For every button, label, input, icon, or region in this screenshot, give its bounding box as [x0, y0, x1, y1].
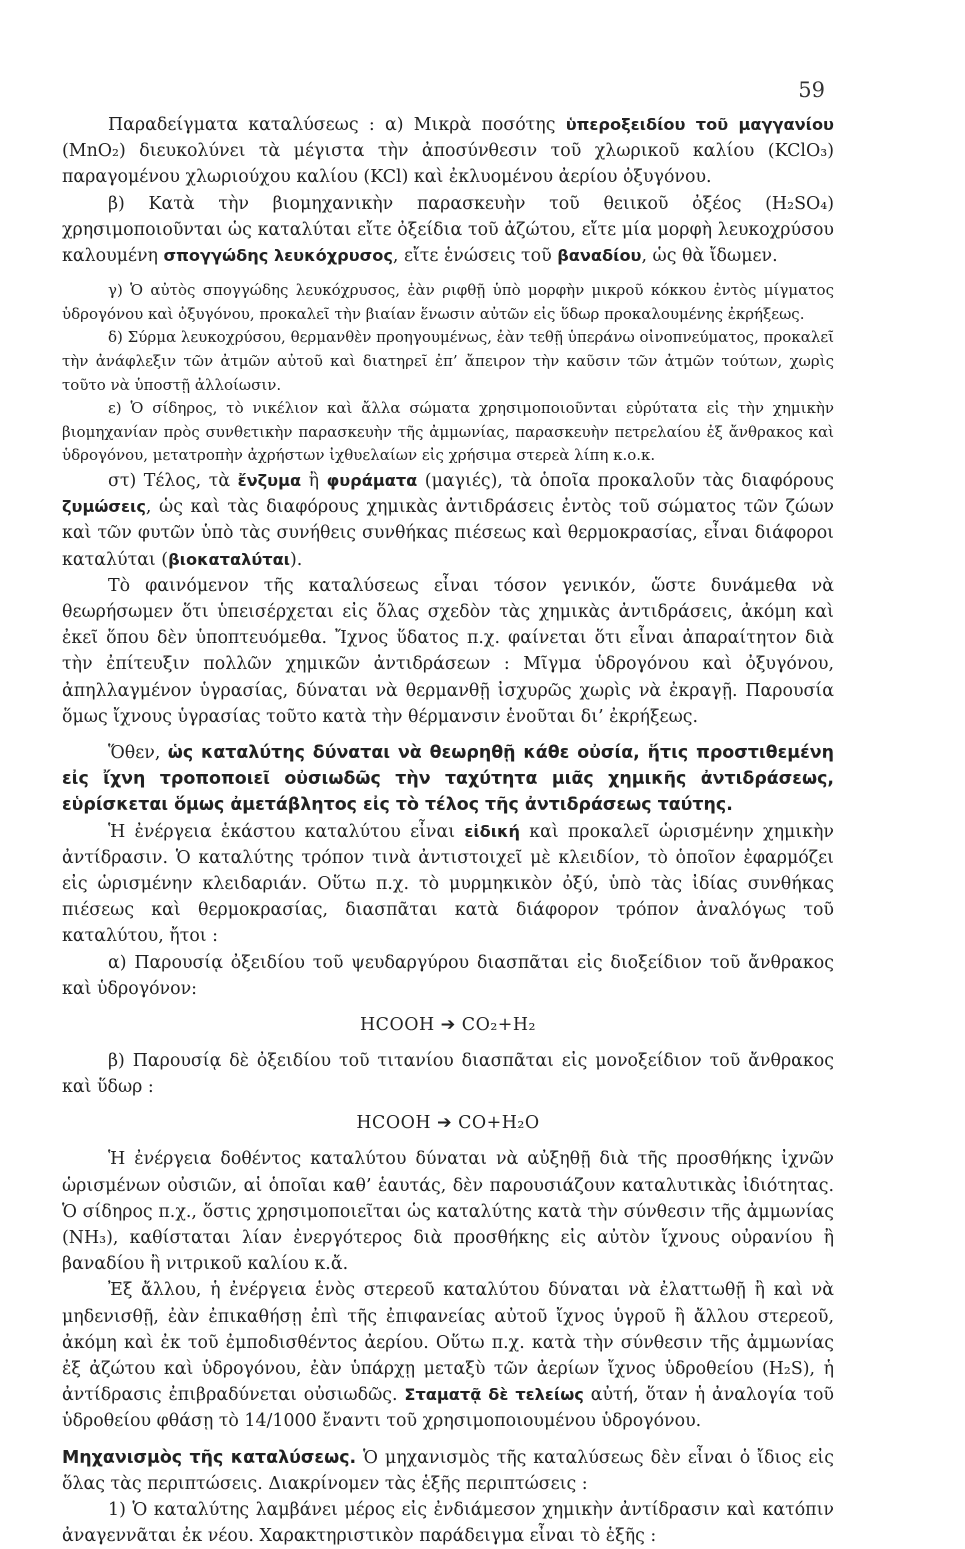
paragraph-example-c: γ) Ὁ αὐτὸς σπογγώδης λευκόχρυσος, ἐὰν ριφθῇ ὑπὸ μορφὴν μικροῦ κόκκου ἐντὸς μίγματος ὑδρογόνου καὶ ὀξυγόνου, προκαλεῖ τὴν βιαίαν ἕνωσιν αὐτῶν εἰς ὕδωρ προκαλουμένης ἐκρήξεως. [62, 281, 834, 323]
bold-term: βιοκαταλύται [168, 549, 290, 569]
paragraph-definition [62, 740, 834, 819]
paragraph-example-e: ε) Ὁ σίδηρος, τὸ νικέλιον καὶ ἄλλα σώματα χρησιμοποιοῦνται εὐρύτατα εἰς τὴν χημικὴν βιομηχανίαν πρὸς συνθετικὴν παρασκευὴν τῆς ἀμμωνίας, παρασκευὴν πετρελαίου ἐξ ἄνθρακος καὶ ὑδρογόνου, μετατροπὴν ἀχρήστων ἰχθυελαίων εἰς χρήσιμα στερεὰ λίπη κ.ο.κ. [62, 399, 834, 465]
text-run: , ὡς θὰ ἴδωμεν. [641, 246, 778, 267]
text-run: Ὁ μηχανισμὸς τῆς καταλύσεως δὲν εἶναι ὁ ἴδιος εἰς ὅλας τὰς περιπτώσεις. Διακρίνομεν τὰς ἑξῆς περιπτώσεις : [62, 1447, 834, 1494]
paragraph-case-b: β) Παρουσίᾳ δὲ ὀξειδίου τοῦ τιτανίου διασπᾶται εἰς μονοξείδιον τοῦ ἄνθρακος καὶ ὕδωρ : [62, 1051, 834, 1098]
text-run: Παραδείγματα καταλύσεως : α) Μικρὰ ποσότης [108, 115, 566, 135]
paragraph-promoters: Ἡ ἐνέργεια δοθέντος καταλύτου δύναται νὰ αὐξηθῇ διὰ τῆς προσθήκης ἰχνῶν ὡρισμένων οὐσιῶν, αἱ ὁποῖαι καθ’ ἑαυτάς, δὲν παρουσιάζουν καταλυτικὰς ἰδιότητας. Ὁ σίδηρος π.χ., ὅστις χρησιμοποιεῖται ὡς καταλύτης κατὰ τὴν σύνθεσιν τῆς ἀμμωνίας (NH₃), καθίσταται λίαν ἐνεργότερος διὰ προσθήκης εἰς αὐτὸν ἴχνους οὐρανίου ἢ βαναδίου ἢ νιτρικοῦ καλίου κ.ἄ. [62, 1149, 834, 1275]
paragraph-specificity [62, 819, 834, 950]
text-run: β) Κατὰ τὴν βιομηχανικὴν παρασκευὴν τοῦ θειικοῦ ὀξέος (H₂SO₄) χρησιμοποιοῦνται ὡς καταλύται εἴτε ὀξείδια τοῦ ἀζώτου, εἴτε μία μορφὴ λευκοχρύσου καλουμένη [62, 193, 834, 267]
bold-term: φυράματα [326, 470, 418, 490]
text-run: στ) Τέλος, τὰ [108, 470, 238, 491]
page-number: 59 [798, 78, 825, 102]
formula-2: HCOOH ➔ CO+H₂O [356, 1113, 540, 1134]
page-body [62, 112, 834, 1549]
paragraph-poisoning [62, 1277, 834, 1434]
text-run: (MnO₂) διευκολύνει τὰ μέγιστα τὴν ἀποσύνθεσιν τοῦ χλωρικοῦ καλίου (KClO₃) παραγομένου χλωριούχου καλίου (KCl) καὶ ἐκλυομένου ἀερίου ὀξυγόνου. [62, 141, 834, 188]
text-run: (μαγιές), τὰ ὁποῖα προκαλοῦν τὰς διαφόρους [417, 470, 834, 491]
bold-term: ἔνζυμα [237, 470, 302, 490]
bold-term: εἰδική [464, 821, 521, 841]
paragraph-example-a [62, 112, 834, 191]
paragraph-example-b [62, 191, 834, 270]
paragraph-case-1: 1) Ὁ καταλύτης λαμβάνει μέρος εἰς ἐνδιάμεσον χημικὴν ἀντίδρασιν καὶ κατόπιν ἀναγεννᾶται ἐκ νέου. Χαρακτηριστικὸν παράδειγμα εἶναι τὸ ἑξῆς : [62, 1500, 834, 1547]
formula-1: HCOOH ➔ CO₂+H₂ [359, 1015, 537, 1036]
bold-term: ζυμώσεις [62, 497, 146, 517]
section-heading: Μηχανισμὸς τῆς καταλύσεως. [62, 1447, 357, 1468]
bold-definition: ὡς καταλύτης δύναται νὰ θεωρηθῇ κάθε οὐσία, ἥτις προστιθεμένη εἰς ἴχνη τροποποιεῖ οὐσιωδῶς τὴν ταχύτητα μιᾶς χημικῆς ἀντιδράσεως, εὑρίσκεται ὅμως ἀμετάβλητος εἰς τὸ τέλος τῆς ἀντιδράσεως ταύτης. [62, 743, 834, 816]
text-run: , εἴτε ἑνώσεις τοῦ [392, 246, 558, 267]
paragraph-example-d: δ) Σύρμα λευκοχρύσου, θερμανθὲν προηγουμένως, ἐὰν τεθῇ ὑπεράνω οἰνοπνεύματος, προκαλεῖ τὴν ἀνάφλεξιν τῶν ἀτμῶν αὐτοῦ καὶ διατηρεῖ ἐπ’ ἄπειρον τὴν καῦσιν τῶν ἀτμῶν τούτων, χωρὶς τοῦτο νὰ ὑποστῇ ἀλλοίωσιν. [62, 328, 834, 394]
text-run: ἢ [301, 470, 327, 491]
paragraph-example-f [62, 468, 834, 573]
paragraph-mechanism [62, 1445, 834, 1497]
text-run: ). [289, 549, 303, 570]
bold-term: Σταματᾷ δὲ τελείως [404, 1385, 584, 1405]
bold-term: ὑπεροξειδίου τοῦ μαγγανίου [565, 115, 834, 134]
bold-term: βαναδίου [557, 246, 642, 266]
paragraph-generality: Τὸ φαινόμενον τῆς καταλύσεως εἶναι τόσον γενικόν, ὥστε δυνάμεθα νὰ θεωρήσωμεν ὅτι ὑπεισέρχεται εἰς ὅλας σχεδὸν τὰς χημικὰς ἀντιδράσεις, ἀκόμη καὶ ἐκεῖ ὅπου δὲν ὑποπτευόμεθα. Ἴχνος ὕδατος π.χ. φαίνεται ὅτι εἶναι ἀπαραίτητον διὰ τὴν ἐπίτευξιν πολλῶν χημικῶν ἀντιδράσεων : Μῖγμα ὑδρογόνου καὶ ὀξυγόνου, ἀπηλλαγμένον ὑγρασίας, δύναται νὰ θερμανθῇ ἰσχυρῶς χωρὶς νὰ ἐκραγῇ. Παρουσία ὅμως ἴχνους ὑγρασίας τοῦτο κατὰ τὴν θέρμανσιν ἑνοῦται δι’ ἐκρήξεως. [62, 575, 834, 727]
text-run: , ὡς καὶ τὰς διαφόρους χημικὰς ἀντιδράσεις ἐντὸς τοῦ σώματος τῶν ζώων καὶ τῶν φυτῶν ὑπὸ τὰς συνήθεις συνθήκας πιέσεως καὶ θερμοκρασίας, εἶναι διάφοροι καταλύται ( [62, 497, 834, 570]
text-run: Ἐξ ἄλλου, ἡ ἐνέργεια ἑνὸς στερεοῦ καταλύτου δύναται νὰ ἐλαττωθῇ ἢ καὶ νὰ μηδενισθῇ, ἐὰν ἐπικαθήσῃ ἐπὶ τῆς ἐπιφανείας αὐτοῦ ἴχνος ὑγροῦ ἢ ἄλλου στερεοῦ, ἀκόμη καὶ ἐκ τοῦ ἐμποδισθέντος ἀερίου. Οὕτω π.χ. κατὰ τὴν σύνθεσιν τῆς ἀμμωνίας ἐξ ἀζώτου καὶ ὑδρογόνου, ἐὰν ὑπάρχῃ μεταξὺ τῶν ἀερίων ἴχνος ὑδροθείου (H₂S), ἡ ἀντίδρασις ἐπιβραδύνεται οὐσιωδῶς. [62, 1280, 834, 1406]
text-run: Ἡ ἐνέργεια ἑκάστου καταλύτου εἶναι [108, 821, 465, 842]
text-run: καὶ προκαλεῖ ὡρισμένην χημικὴν ἀντίδρασιν. Ὁ καταλύτης τρόπον τινὰ ἀντιστοιχεῖ μὲ κλειδίον, τὸ ὁποῖον ἐφαρμόζει εἰς ὡρισμένην κλειδαριάν. Οὕτω π.χ. τὸ μυρμηκικὸν ὀξύ, ὑπὸ τὰς ἰδίας συνθήκας πιέσεως καὶ θερμοκρασίας, διασπᾶται κατὰ διάφορον τρόπον ἀναλόγως τοῦ καταλύτου, ἤτοι : [62, 821, 834, 947]
paragraph-case-a: α) Παρουσίᾳ ὀξειδίου τοῦ ψευδαργύρου διασπᾶται εἰς διοξείδιον τοῦ ἄνθρακος καὶ ὑδρογόνον: [62, 952, 834, 999]
bold-term: σπογγώδης λευκόχρυσος [163, 246, 393, 266]
text-run: αὐτή, ὅταν ἡ ἀναλογία τοῦ ὑδροθείου φθάσῃ τὸ 14/1000 ἔναντι τοῦ χρησιμοποιουμένου ὑδρογόνου. [62, 1385, 834, 1432]
text-run: Ὅθεν, [108, 743, 168, 763]
